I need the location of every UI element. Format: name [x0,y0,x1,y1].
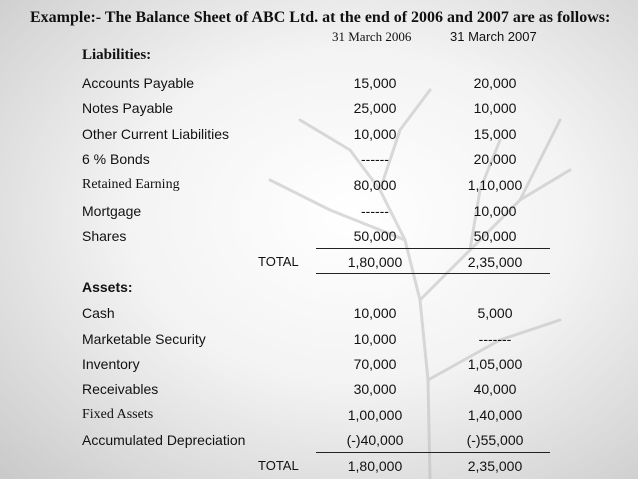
total-label: TOTAL [258,458,299,473]
value-2006: 30,000 [353,381,397,397]
row-label: Shares [82,228,127,244]
page-title: Example:- The Balance Sheet of ABC Ltd. at the end of 2006 and 2007 are as follows: [30,9,611,26]
divider [316,452,550,453]
value-2007: 20,000 [473,75,517,91]
value-2006: (-)40,000 [346,432,404,448]
value-2007: 20,000 [473,151,517,167]
row-label: Marketable Security [82,331,206,347]
row-label: Accumulated Depreciation [82,432,246,448]
table-row [0,100,638,120]
row-label: Other Current Liabilities [82,126,230,142]
total-2006: 1,80,000 [347,458,403,474]
row-label: Notes Payable [82,100,174,116]
table-row [0,331,638,351]
row-label: Accounts Payable [82,75,195,91]
row-label: Cash [82,305,115,321]
table-row [0,407,638,427]
value-2006: 15,000 [353,75,397,91]
value-2007: 10,000 [473,100,517,116]
value-2007: 1,40,000 [467,407,523,423]
table-row [0,126,638,146]
value-2007: 5,000 [477,305,513,321]
value-2006: ------ [361,151,389,167]
row-label: Mortgage [82,203,142,219]
column-header-2007: 31 March 2007 [450,29,537,44]
divider [316,273,550,274]
table-row [0,75,638,95]
row-label: 6 % Bonds [82,151,150,167]
table-row [0,228,638,248]
value-2006: 10,000 [353,305,397,321]
value-2006: 25,000 [353,100,397,116]
value-2007: 15,000 [473,126,517,142]
value-2006: 1,00,000 [347,407,403,423]
row-label: Retained Earning [82,177,180,192]
total-row-liabilities [0,254,638,274]
table-row [0,305,638,325]
total-row-assets [0,458,638,478]
value-2007: 40,000 [473,381,517,397]
total-2006: 1,80,000 [347,254,403,270]
total-2007: 2,35,000 [467,254,523,270]
value-2006: 80,000 [353,177,397,193]
value-2006: ------ [361,203,389,219]
value-2006: 70,000 [353,356,397,372]
total-label: TOTAL [258,254,299,269]
table-row [0,432,638,452]
assets-heading: Assets: [82,279,133,295]
value-2007: ------- [478,331,512,347]
value-2006: 50,000 [353,228,397,244]
row-label: Receivables [82,381,159,397]
value-2007: 1,05,000 [467,356,523,372]
column-header-2006: 31 March 2006 [332,29,412,44]
table-row [0,203,638,223]
total-2007: 2,35,000 [467,458,523,474]
value-2007: 50,000 [473,228,517,244]
value-2007: 10,000 [473,203,517,219]
value-2007: (-)55,000 [466,432,524,448]
table-row [0,381,638,401]
row-label: Fixed Assets [82,407,154,422]
value-2006: 10,000 [353,331,397,347]
divider [316,248,550,249]
table-row [0,177,638,197]
table-row [0,356,638,376]
value-2006: 10,000 [353,126,397,142]
liabilities-heading: Liabilities: [82,47,152,63]
value-2007: 1,10,000 [467,177,523,193]
row-label: Inventory [82,356,140,372]
table-row [0,151,638,171]
